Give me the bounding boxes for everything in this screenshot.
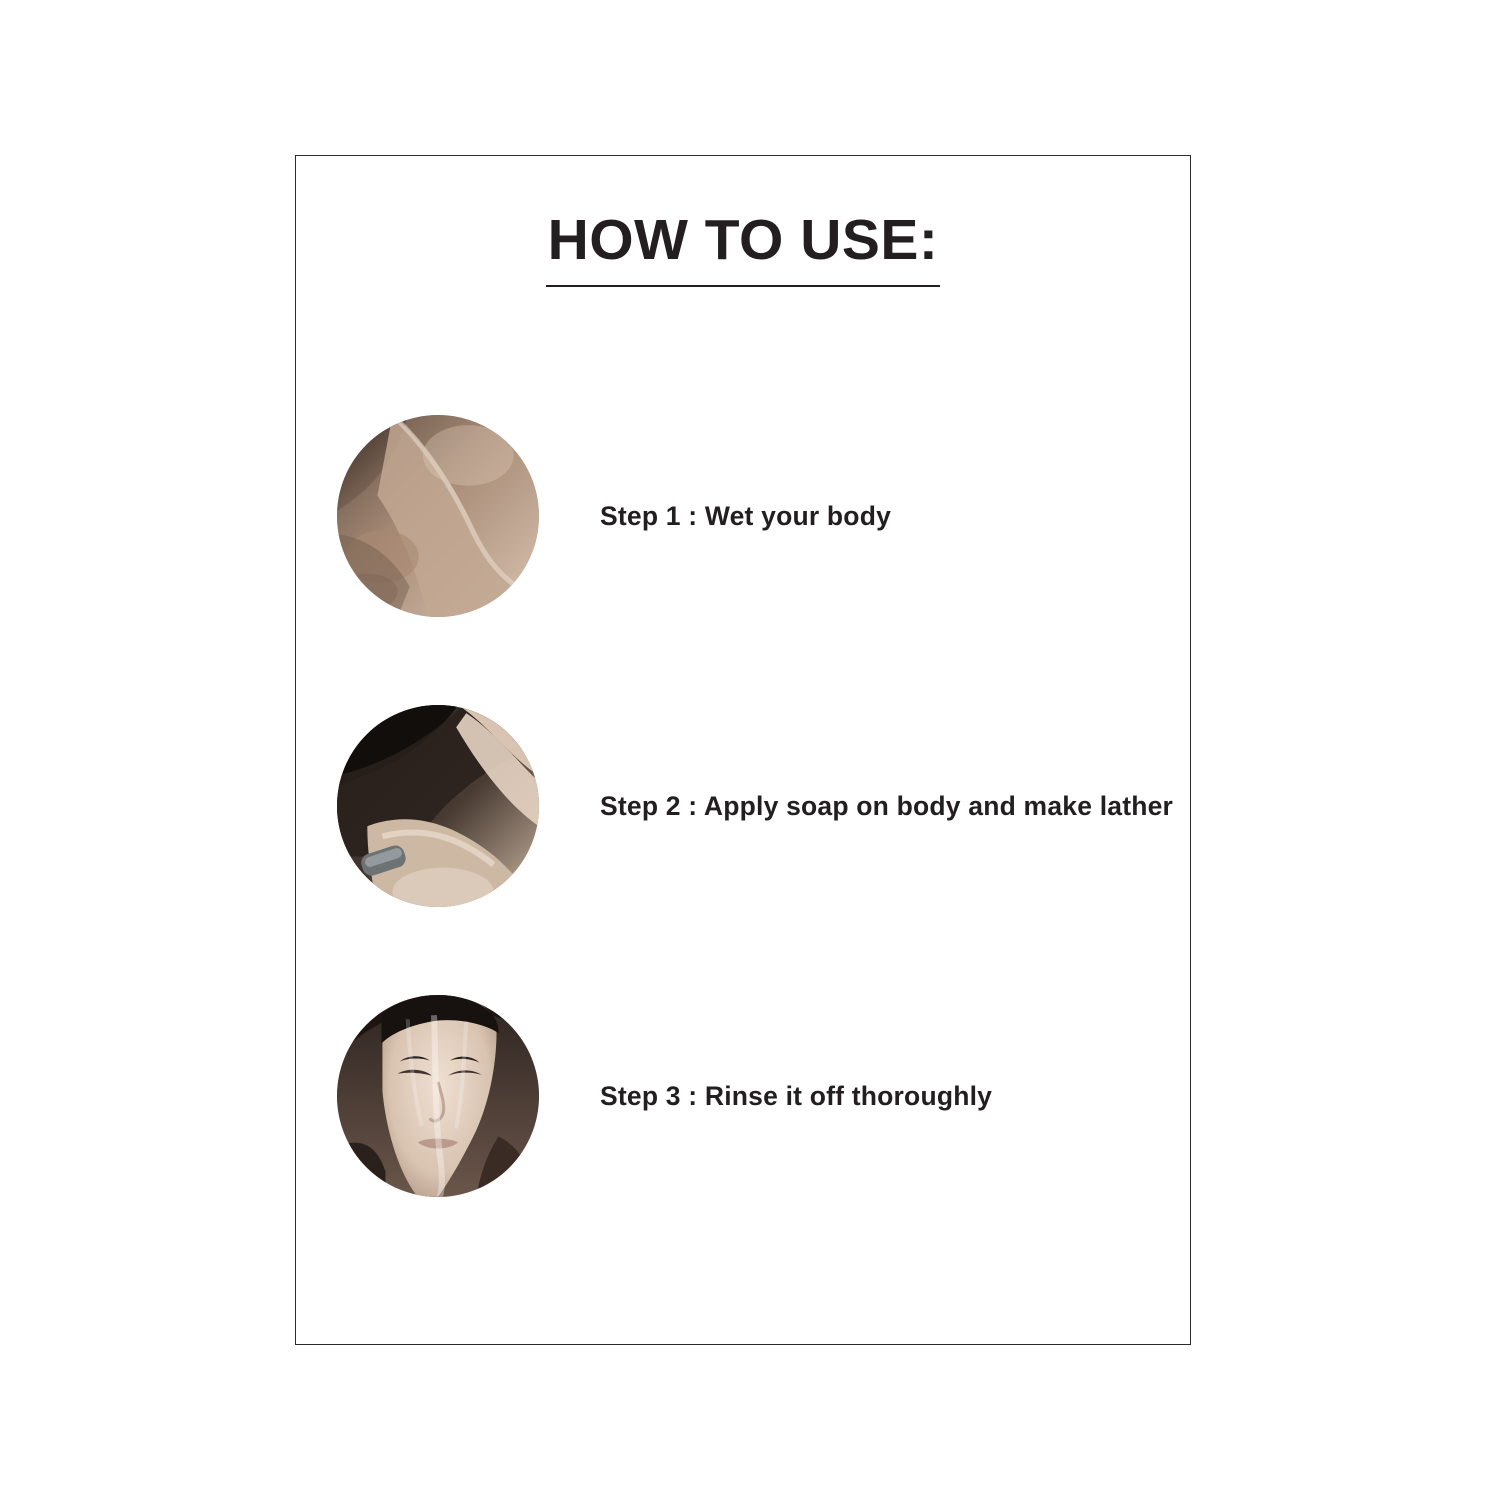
how-to-use-card	[295, 155, 1191, 1345]
list-item	[296, 951, 1190, 1241]
apply-soap-photo	[337, 705, 539, 907]
list-item	[296, 661, 1190, 951]
page-title-container	[296, 208, 1190, 287]
step-label: Step 3 : Rinse it off thoroughly	[600, 1080, 993, 1111]
step-label: Step 2 : Apply soap on body and make lather	[600, 790, 1174, 821]
page-title: HOW TO USE:	[546, 211, 941, 287]
step-label: Step 1 : Wet your body	[600, 500, 892, 531]
steps-list	[296, 371, 1190, 1241]
rinse-off-photo	[337, 995, 539, 1197]
list-item	[296, 371, 1190, 661]
wet-body-photo	[337, 415, 539, 617]
